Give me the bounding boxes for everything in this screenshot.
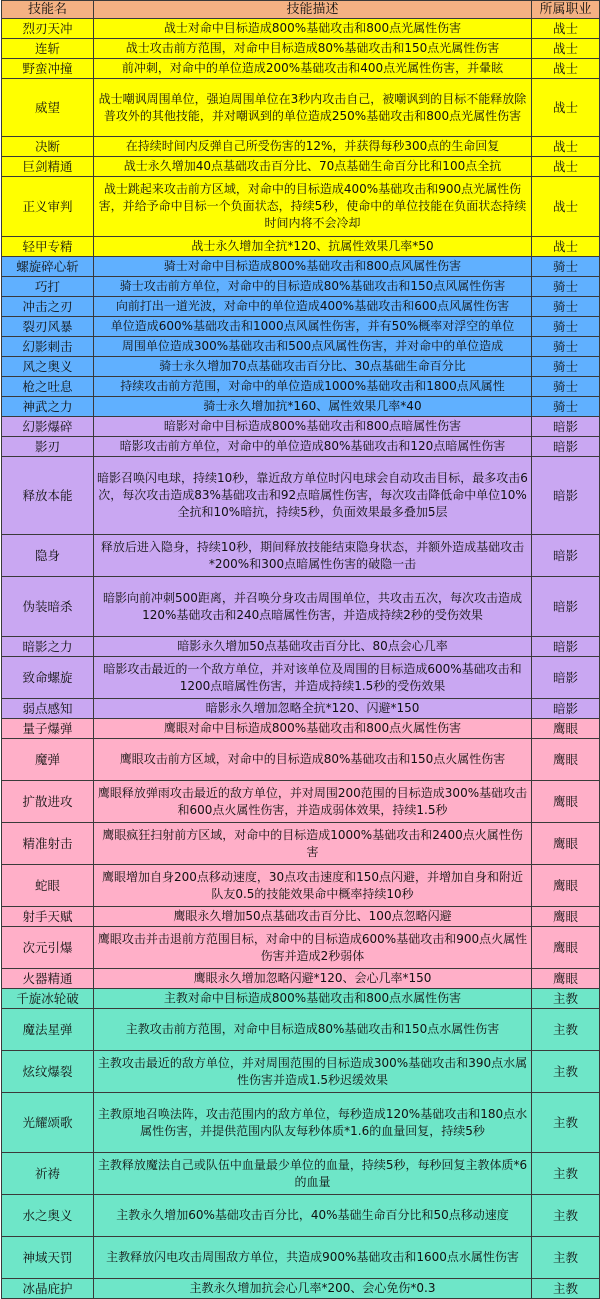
skill-name-cell: 次元引爆 [2, 927, 94, 969]
profession-cell: 暗影 [532, 457, 600, 535]
skill-description-cell: 向前打出一道光波，对命中的单位造成400%基础攻击和600点风属性伤害 [94, 297, 532, 317]
header-profession: 所属职业 [532, 1, 600, 19]
skill-description-cell: 周围单位造成300%基础攻击和500点风属性伤害，并对命中的单位造成 [94, 337, 532, 357]
table-row [2, 437, 600, 457]
table-row [2, 39, 600, 59]
skill-description-cell: 鹰眼释放弹雨攻击最近的敌方单位，并对周围200范围的目标造成300%基础攻击和600点火属性伤害，并造成弱体效果，持续1.5秒 [94, 781, 532, 823]
table-row [2, 59, 600, 79]
skill-description-cell: 主教原地召唤法阵，攻击范围内的敌方单位，每秒造成120%基础攻击和180点水属性伤害，并提供范围内队友每秒体质*1.6的血量回复，持续5秒 [94, 1093, 532, 1153]
profession-cell: 骑士 [532, 317, 600, 337]
profession-cell: 骑士 [532, 297, 600, 317]
skill-name-cell: 伪装暗杀 [2, 577, 94, 637]
skill-description-cell: 骑士对命中目标造成800%基础攻击和800点风属性伤害 [94, 257, 532, 277]
skill-description-cell: 骑士永久增加70点基础攻击百分比、30点基础生命百分比 [94, 357, 532, 377]
table-row [2, 989, 600, 1009]
skill-name-cell: 炫纹爆裂 [2, 1051, 94, 1093]
skill-description-cell: 暗影永久增加忽略全抗*120、闪避*150 [94, 699, 532, 719]
table-row [2, 237, 600, 257]
skill-description-cell: 鹰眼永久增加50点基础攻击百分比、100点忽略闪避 [94, 907, 532, 927]
table-row [2, 377, 600, 397]
profession-cell: 骑士 [532, 257, 600, 277]
profession-cell: 主教 [532, 1237, 600, 1279]
skill-description-cell: 单位造成600%基础攻击和1000点风属性伤害，并有50%概率对浮空的单位 [94, 317, 532, 337]
profession-cell: 鹰眼 [532, 739, 600, 781]
profession-cell: 战士 [532, 59, 600, 79]
skill-name-cell: 决断 [2, 137, 94, 157]
profession-cell: 鹰眼 [532, 719, 600, 739]
skill-name-cell: 巧打 [2, 277, 94, 297]
profession-cell: 暗影 [532, 657, 600, 699]
skill-name-cell: 释放本能 [2, 457, 94, 535]
skill-name-cell: 光耀颂歌 [2, 1093, 94, 1153]
table-row [2, 257, 600, 277]
profession-cell: 暗影 [532, 577, 600, 637]
skill-description-cell: 战士对命中目标造成800%基础攻击和800点光属性伤害 [94, 19, 532, 39]
skill-description-cell: 持续攻击前方范围，对命中的单位造成1000%基础攻击和1800点风属性 [94, 377, 532, 397]
skill-description-cell: 主教永久增加60%基础攻击百分比，40%基础生命百分比和50点移动速度 [94, 1195, 532, 1237]
skill-name-cell: 影刃 [2, 437, 94, 457]
skill-name-cell: 火器精通 [2, 969, 94, 989]
table-row [2, 1009, 600, 1051]
table-row [2, 277, 600, 297]
skill-description-cell: 鹰眼对命中目标造成800%基础攻击和800点火属性伤害 [94, 719, 532, 739]
skill-name-cell: 扩散进攻 [2, 781, 94, 823]
skill-description-cell: 骑士攻击前方单位，对命中的目标造成80%基础攻击和150点风属性伤害 [94, 277, 532, 297]
skill-name-cell: 精准射击 [2, 823, 94, 865]
profession-cell: 主教 [532, 989, 600, 1009]
profession-cell: 战士 [532, 19, 600, 39]
table-row [2, 1279, 600, 1299]
skill-name-cell: 神武之力 [2, 397, 94, 417]
profession-cell: 鹰眼 [532, 907, 600, 927]
profession-cell: 暗影 [532, 637, 600, 657]
profession-cell: 暗影 [532, 699, 600, 719]
skill-description-cell: 战士攻击前方范围，对命中目标造成80%基础攻击和150点光属性伤害 [94, 39, 532, 59]
table-row [2, 417, 600, 437]
table-row [2, 927, 600, 969]
skill-name-cell: 暗影之力 [2, 637, 94, 657]
profession-cell: 主教 [532, 1051, 600, 1093]
table-row [2, 1093, 600, 1153]
skill-description-cell: 主教永久增加抗会心几率*200、会心免伤*0.3 [94, 1279, 532, 1299]
skill-description-cell: 前冲刺，对命中的单位造成200%基础攻击和400点光属性伤害，并暈眩 [94, 59, 532, 79]
skill-name-cell: 隐身 [2, 535, 94, 577]
table-row [2, 19, 600, 39]
skill-name-cell: 正义审判 [2, 177, 94, 237]
table-row [2, 577, 600, 637]
profession-cell: 骑士 [532, 337, 600, 357]
header-skill-description: 技能描述 [94, 1, 532, 19]
skill-description-cell: 战士嘲讽周围单位，强迫周围单位在3秒内攻击自己，被嘲讽到的目标不能释放除普攻外的其他技能，并对嘲讽到的单位造成250%基础攻击和800点光属性伤害 [94, 79, 532, 137]
profession-cell: 暗影 [532, 417, 600, 437]
table-row [2, 739, 600, 781]
profession-cell: 暗影 [532, 535, 600, 577]
table-row [2, 357, 600, 377]
skill-name-cell: 风之奥义 [2, 357, 94, 377]
skill-name-cell: 螺旋碎心斩 [2, 257, 94, 277]
table-row [2, 865, 600, 907]
table-row [2, 657, 600, 699]
skill-name-cell: 水之奥义 [2, 1195, 94, 1237]
table-row [2, 907, 600, 927]
skill-name-cell: 弱点感知 [2, 699, 94, 719]
profession-cell: 鹰眼 [532, 823, 600, 865]
profession-cell: 战士 [532, 177, 600, 237]
skill-description-cell: 主教对命中目标造成800%基础攻击和800点水属性伤害 [94, 989, 532, 1009]
table-row [2, 969, 600, 989]
profession-cell: 暗影 [532, 437, 600, 457]
table-row [2, 781, 600, 823]
skill-description-cell: 鹰眼疯狂扫射前方区域，对命中的目标造成1000%基础攻击和2400点火属性伤害 [94, 823, 532, 865]
skill-name-cell: 冰晶庇护 [2, 1279, 94, 1299]
profession-cell: 战士 [532, 39, 600, 59]
table-row [2, 397, 600, 417]
table-row [2, 137, 600, 157]
skill-description-cell: 鹰眼攻击前方区域，对命中的目标造成80%基础攻击和150点火属性伤害 [94, 739, 532, 781]
skill-description-cell: 战士永久增加全抗*120、抗属性效果几率*50 [94, 237, 532, 257]
profession-cell: 战士 [532, 137, 600, 157]
table-row [2, 1195, 600, 1237]
skill-name-cell: 蛇眼 [2, 865, 94, 907]
table-row [2, 1153, 600, 1195]
profession-cell: 战士 [532, 79, 600, 137]
skill-description-cell: 在持续时间内反弹自己所受伤害的12%，并获得每秒300点的生命回复 [94, 137, 532, 157]
profession-cell: 鹰眼 [532, 927, 600, 969]
skill-name-cell: 连斩 [2, 39, 94, 59]
header-skill-name: 技能名 [2, 1, 94, 19]
skill-description-cell: 暗影召唤闪电球，持续10秒，靠近敌方单位时闪电球会自动攻击目标，最多攻击6次，每次攻击造成83%基础攻击和92点暗属性伤害，每次攻击降低命中单位10%全抗和10%暗抗，持续5秒，负面效果最多叠加5层 [94, 457, 532, 535]
profession-cell: 主教 [532, 1093, 600, 1153]
skill-description-cell: 主教释放魔法自己或队伍中血量最少单位的血量，持续5秒，每秒回复主教体质*6的血量 [94, 1153, 532, 1195]
table-row [2, 177, 600, 237]
skill-description-cell: 鹰眼永久增加忽略闪避*120、会心几率*150 [94, 969, 532, 989]
skill-table [1, 0, 600, 1299]
skill-description-cell: 骑士永久增加抗*160、属性效果几率*40 [94, 397, 532, 417]
skill-name-cell: 威望 [2, 79, 94, 137]
skill-description-cell: 鹰眼攻击并击退前方范围目标，对命中的目标造成600%基础攻击和900点火属性伤害并造成2秒弱体 [94, 927, 532, 969]
profession-cell: 战士 [532, 237, 600, 257]
skill-name-cell: 幻影爆碎 [2, 417, 94, 437]
profession-cell: 骑士 [532, 357, 600, 377]
table-row [2, 297, 600, 317]
profession-cell: 主教 [532, 1009, 600, 1051]
profession-cell: 主教 [532, 1195, 600, 1237]
profession-cell: 骑士 [532, 277, 600, 297]
profession-cell: 主教 [532, 1279, 600, 1299]
table-row [2, 157, 600, 177]
profession-cell: 鹰眼 [532, 781, 600, 823]
skill-description-cell: 暗影对命中目标造成800%基础攻击和800点暗属性伤害 [94, 417, 532, 437]
skill-name-cell: 射手天赋 [2, 907, 94, 927]
table-body [2, 19, 600, 1299]
skill-description-cell: 主教攻击前方范围，对命中目标造成80%基础攻击和150点水属性伤害 [94, 1009, 532, 1051]
table-row [2, 337, 600, 357]
skill-description-cell: 鹰眼增加自身200点移动速度，30点攻击速度和150点闪避，并增加自身和附近队友0.5的技能效果命中概率持续10秒 [94, 865, 532, 907]
table-row [2, 637, 600, 657]
table-row [2, 823, 600, 865]
skill-description-cell: 暗影攻击最近的一个敌方单位，并对该单位及周围的目标造成600%基础攻击和1200点暗属性伤害，并造成持续1.5秒的受伤效果 [94, 657, 532, 699]
table-row [2, 1051, 600, 1093]
skill-description-cell: 战士跳起来攻击前方区域，对命中的目标造成400%基础攻击和900点光属性伤害，并给予命中目标一个负面状态，持续5秒，使命中的单位技能在负面状态持续时间内将不会冷却 [94, 177, 532, 237]
skill-name-cell: 轻甲专精 [2, 237, 94, 257]
table-header-row [2, 1, 600, 19]
skill-name-cell: 千旋冰轮破 [2, 989, 94, 1009]
skill-name-cell: 致命螺旋 [2, 657, 94, 699]
skill-name-cell: 魔法星弹 [2, 1009, 94, 1051]
table-row [2, 79, 600, 137]
profession-cell: 鹰眼 [532, 969, 600, 989]
table-row [2, 699, 600, 719]
skill-name-cell: 枪之吐息 [2, 377, 94, 397]
profession-cell: 骑士 [532, 397, 600, 417]
skill-name-cell: 烈刃天冲 [2, 19, 94, 39]
skill-name-cell: 祈祷 [2, 1153, 94, 1195]
skill-name-cell: 野蛮冲撞 [2, 59, 94, 79]
profession-cell: 骑士 [532, 377, 600, 397]
skill-description-cell: 暗影向前冲刺500距离，并召唤分身攻击周围单位，共攻击五次，每次攻击造成120%基础攻击和240点暗属性伤害，并造成持续2秒的受伤效果 [94, 577, 532, 637]
skill-description-cell: 暗影永久增加50点基础攻击百分比、80点会心几率 [94, 637, 532, 657]
table-row [2, 535, 600, 577]
skill-name-cell: 裂刃风暴 [2, 317, 94, 337]
table-row [2, 457, 600, 535]
skill-description-cell: 释放后进入隐身，持续10秒，期间释放技能结束隐身状态，并额外造成基础攻击*200%和300点暗属性伤害的破隐一击 [94, 535, 532, 577]
skill-description-cell: 主教释放闪电攻击周围敌方单位，共造成900%基础攻击和1600点水属性伤害 [94, 1237, 532, 1279]
table-row [2, 317, 600, 337]
skill-name-cell: 神域天罚 [2, 1237, 94, 1279]
skill-description-cell: 战士永久增加40点基础攻击百分比、70点基础生命百分比和100点全抗 [94, 157, 532, 177]
table-row [2, 719, 600, 739]
skill-description-cell: 主教攻击最近的敌方单位，并对周围范围的目标造成300%基础攻击和390点水属性伤害并造成1.5秒迟缓效果 [94, 1051, 532, 1093]
profession-cell: 主教 [532, 1153, 600, 1195]
skill-name-cell: 幻影刺击 [2, 337, 94, 357]
table-row [2, 1237, 600, 1279]
skill-name-cell: 巨剑精通 [2, 157, 94, 177]
profession-cell: 鹰眼 [532, 865, 600, 907]
skill-name-cell: 量子爆弹 [2, 719, 94, 739]
skill-description-cell: 暗影攻击前方单位，对命中的单位造成80%基础攻击和120点暗属性伤害 [94, 437, 532, 457]
skill-name-cell: 魔弹 [2, 739, 94, 781]
profession-cell: 战士 [532, 157, 600, 177]
skill-name-cell: 冲击之刃 [2, 297, 94, 317]
